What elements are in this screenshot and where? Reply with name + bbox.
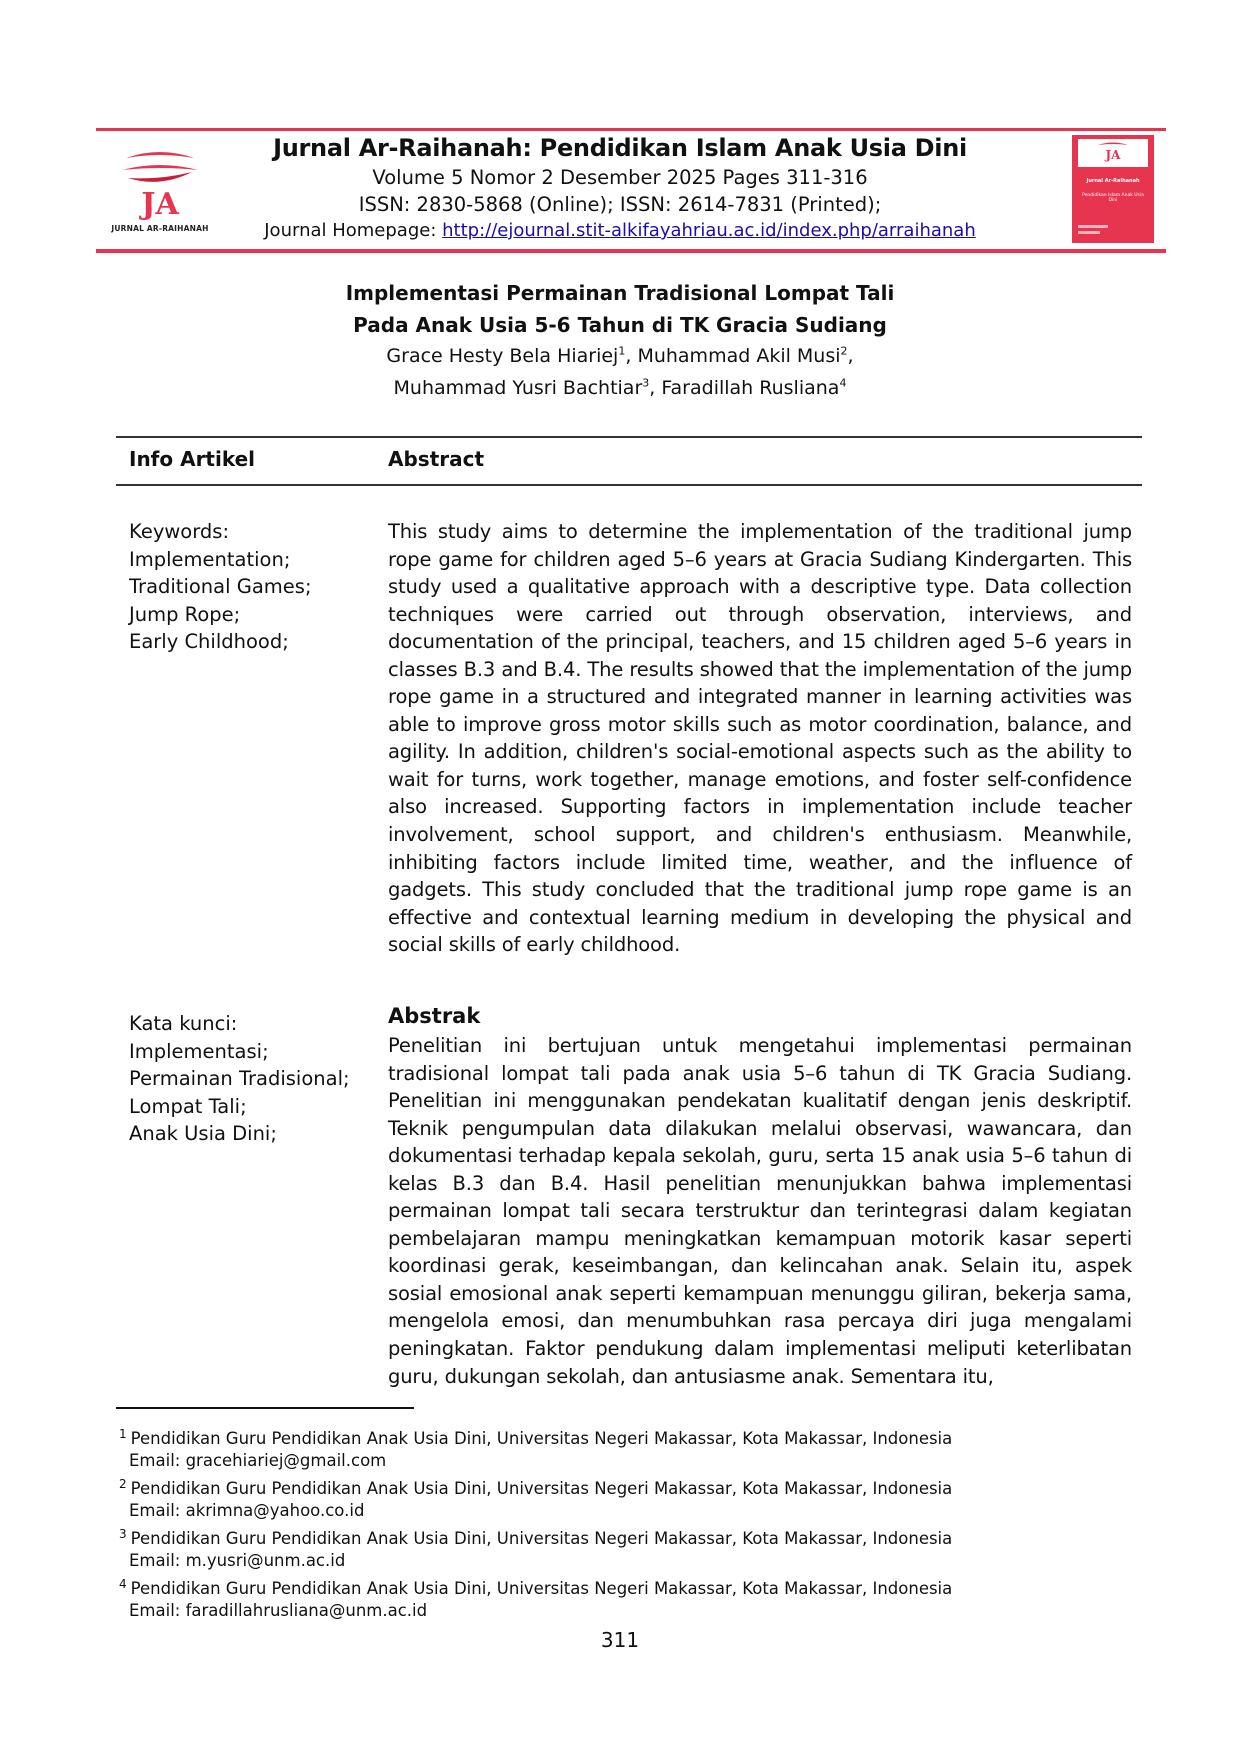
- keyword-item: Implementation;: [129, 547, 291, 571]
- keywords-label: Keywords:: [129, 520, 230, 543]
- abstract-english-text: This study aims to determine the implementation of the traditional jump rope game for children aged 5–6 years at Gracia Sudiang Kindergarten. This study used a qualitative approach with a descriptive type. Data collection techniques were carried out through observation, interviews, and documentation of the principal, teachers, and 15 children aged 5–6 years in classes B.3 and B.4. The results showed that the implementation of the jump rope game in a structured and integrated manner in learning activities was able to improve gross motor skills such as motor coordination, balance, and agility. In addition, children's social-emotional aspects such as the ability to wait for turns, work together, manage emotions, and foster self-confidence also increased. Supporting factors in implementation include teacher involvement, school support, and children's enthusiasm. Meanwhile, inhibiting factors include limited time, weather, and the influence of gadgets. This study concluded that the traditional jump rope game is an effective and contextual learning medium in developing the physical and social skills of early childhood.: [388, 520, 1132, 957]
- keyword-item: Traditional Games;: [129, 575, 312, 598]
- header-bottom-rule: [96, 249, 1166, 253]
- author-separator: ,: [847, 345, 854, 367]
- cover-image-icon: [1072, 135, 1154, 243]
- keyword-item: Jump Rope;: [129, 602, 241, 626]
- authors-line-2: [200, 377, 1040, 399]
- homepage-line: [250, 220, 990, 241]
- footnote-separator: [116, 1407, 414, 1409]
- footnote-email: Email: gracehiariej@gmail.com: [129, 1451, 387, 1470]
- keywords-indonesian: [129, 1010, 369, 1148]
- footnote-affiliation: Pendidikan Guru Pendidikan Anak Usia Dini, Universitas Negeri Makassar, Kota Makassar, Indonesia: [130, 1529, 953, 1548]
- keyword-item: Early Childhood;: [129, 630, 289, 653]
- issn-line: ISSN: 2830-5868 (Online); ISSN: 2614-7831 (Printed);: [358, 193, 882, 216]
- keyword-item: Lompat Tali;: [129, 1094, 247, 1118]
- svg-text:JA: JA: [1105, 148, 1121, 162]
- article-title-line-1: Implementasi Permainan Tradisional Lompat Tali: [345, 281, 895, 305]
- footnote-number: 1: [119, 1426, 127, 1441]
- author-separator: ,: [625, 345, 638, 367]
- author-affiliation-marker: 4: [839, 376, 847, 390]
- article-title-line-2: Pada Anak Usia 5-6 Tahun di TK Gracia Sudiang: [353, 313, 887, 337]
- cover-subtitle: Pendidikan Islam Anak Usia Dini: [1082, 193, 1144, 204]
- journal-logo: [108, 148, 212, 240]
- cover-title: Jurnal Ar-Raihanah: [1086, 178, 1140, 184]
- table-top-rule: [116, 436, 1142, 438]
- footnote-3: [119, 1528, 1119, 1572]
- homepage-label: Journal Homepage:: [264, 220, 443, 241]
- footnote-2: [119, 1478, 1119, 1522]
- kata-kunci-label: Kata kunci:: [129, 1012, 238, 1035]
- header-top-rule: [96, 128, 1166, 131]
- footnote-1: [119, 1428, 1119, 1472]
- author-name: Grace Hesty Bela Hiariej: [386, 345, 619, 367]
- abstract-indonesian-text: Penelitian ini bertujuan untuk mengetahui implementasi permainan tradisional lompat tali pada anak usia 5–6 tahun di TK Gracia Sudiang. Penelitian ini menggunakan pendekatan kualitatif dengan jenis deskriptif. Teknik pengumpulan data dilakukan melalui observasi, wawancara, dan dokumentasi terhadap kepala sekolah, guru, serta 15 anak usia 5–6 tahun di kelas B.3 dan B.4. Hasil penelitian menunjukkan bahwa implementasi permainan lompat tali secara terstruktur dan terintegrasi dalam kegiatan pembelajaran mampu meningkatkan kemampuan motorik kasar seperti koordinasi gerak, keseimbangan, dan kelincahan anak. Selain itu, aspek sosial emosional anak seperti kemampuan menunggu giliran, bekerja sama, mengelola emosi, dan menumbuhkan rasa percaya diri juga mengalami peningkatan. Faktor pendukung dalam implementasi meliputi keterlibatan guru, dukungan sekolah, dan antusiasme anak. Sementara itu,: [388, 1034, 1132, 1388]
- footnote-email: Email: faradillahrusliana@unm.ac.id: [129, 1601, 428, 1620]
- footnote-affiliation: Pendidikan Guru Pendidikan Anak Usia Dini, Universitas Negeri Makassar, Kota Makassar, Indonesia: [130, 1579, 953, 1598]
- keywords-english: [129, 518, 369, 656]
- abstrak-heading: Abstrak: [388, 1004, 481, 1028]
- keyword-item: Anak Usia Dini;: [129, 1122, 277, 1145]
- author-affiliation-marker: 1: [618, 344, 626, 358]
- footnote-number: 4: [119, 1576, 127, 1591]
- logo-text: JURNAL AR-RAIHANAH: [111, 224, 209, 233]
- footnote-email: Email: akrimna@yahoo.co.id: [129, 1501, 365, 1520]
- author-affiliation-marker: 2: [840, 344, 848, 358]
- footnote-affiliation: Pendidikan Guru Pendidikan Anak Usia Dini, Universitas Negeri Makassar, Kota Makassar, Indonesia: [130, 1479, 953, 1498]
- homepage-link[interactable]: http://ejournal.stit-alkifayahriau.ac.id/index.php/arraihanah: [442, 220, 976, 241]
- footnote-number: 2: [119, 1476, 127, 1491]
- journal-cover-thumbnail: [1072, 135, 1154, 243]
- author-name: Muhammad Akil Musi: [637, 345, 841, 367]
- info-artikel-header: Info Artikel: [129, 447, 256, 471]
- footnote-number: 3: [119, 1526, 127, 1541]
- svg-text:JA: JA: [141, 187, 179, 222]
- volume-line: Volume 5 Nomor 2 Desember 2025 Pages 311-316: [372, 166, 868, 189]
- author-name: Faradillah Rusliana: [661, 377, 840, 399]
- keyword-item: Permainan Tradisional;: [129, 1067, 350, 1090]
- journal-title: Jurnal Ar-Raihanah: Pendidikan Islam Anak Usia Dini: [273, 134, 967, 162]
- author-affiliation-marker: 3: [642, 376, 650, 390]
- abstract-header: Abstract: [388, 447, 485, 471]
- authors-line-1: [200, 345, 1040, 367]
- table-header-rule: [116, 484, 1142, 486]
- footnote-4: [119, 1578, 1119, 1622]
- footnote-affiliation: Pendidikan Guru Pendidikan Anak Usia Dini, Universitas Negeri Makassar, Kota Makassar, Indonesia: [130, 1429, 953, 1448]
- footnote-email: Email: m.yusri@unm.ac.id: [129, 1551, 346, 1570]
- keyword-item: Implementasi;: [129, 1039, 269, 1063]
- page-number: 311: [600, 1628, 640, 1652]
- journal-logo-icon: [108, 148, 212, 224]
- author-name: Muhammad Yusri Bachtiar: [393, 377, 643, 399]
- author-separator: ,: [649, 377, 662, 399]
